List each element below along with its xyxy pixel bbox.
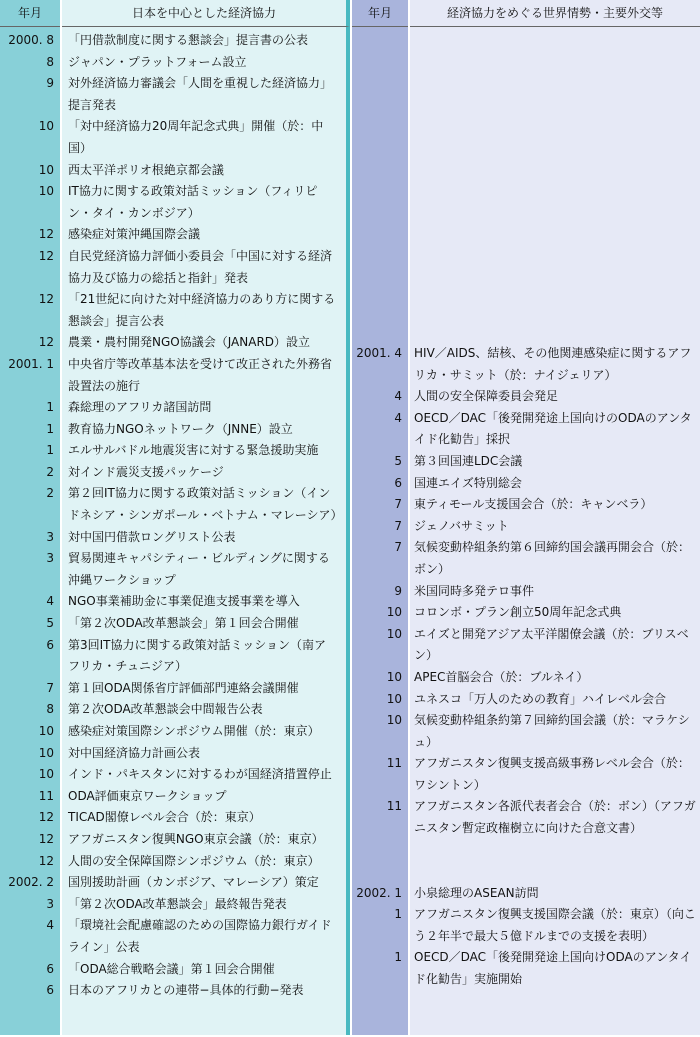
table-row xyxy=(352,473,700,495)
table-row xyxy=(0,440,350,462)
row-event-text: アフガニスタン復興支援国際会議（於：東京）（向こう２年半で最大５億ドルまでの支援を表明） xyxy=(414,907,696,943)
row-event-text: TICAD閣僚レベル会合（於：東京） xyxy=(68,810,261,825)
table-row xyxy=(0,397,350,419)
row-event-text: 森総理のアフリカ諸国訪問 xyxy=(68,400,212,415)
row-year-month: 2000. 8 xyxy=(8,33,54,47)
row-year-month: 6 xyxy=(46,983,54,998)
row-event-text: 対中国円借款ロングリスト公表 xyxy=(68,529,236,544)
table-row xyxy=(0,116,350,159)
table-row xyxy=(0,613,350,635)
table-row xyxy=(352,796,700,839)
left-events-header: 日本を中心とした経済協力 xyxy=(62,0,350,27)
row-year-month: 11 xyxy=(38,788,54,803)
row-year-month: 7 xyxy=(46,680,54,695)
row-event-text: 感染症対策国際シンポジウム開催（於：東京） xyxy=(68,724,320,738)
row-year-month: 12 xyxy=(38,227,54,242)
row-year-month: 7 xyxy=(394,497,402,512)
row-year-month: 7 xyxy=(394,540,402,555)
table-row xyxy=(0,246,350,289)
row-event-text: アフガニスタン各派代表者会合（於：ボン）（アフガニスタン暫定政権樹立に向けた合意文書） xyxy=(414,799,696,836)
table-row xyxy=(0,289,350,332)
row-event-text: 米国同時多発テロ事件 xyxy=(414,583,535,598)
row-event-text: 「第２次ODA改革懇談会」第１回会合開催 xyxy=(68,616,299,631)
row-event-text: 第２次ODA改革懇談会中間報告公表 xyxy=(68,702,263,717)
left-events-list xyxy=(0,30,350,1002)
table-row xyxy=(352,947,700,990)
row-year-month: 10 xyxy=(386,605,402,620)
row-event-text: 日本のアフリカとの連帯−具体的行動−発表 xyxy=(68,983,304,998)
row-event-text: 「ODA総合戦略会議」第１回会合開催 xyxy=(68,961,275,976)
row-year-month: 12 xyxy=(38,248,54,263)
row-year-month: 2001. 4 xyxy=(356,346,402,360)
row-year-month: 10 xyxy=(38,162,54,177)
table-row xyxy=(352,710,700,753)
row-event-text: 第２回IT協力に関する政策対話ミッション（インドネシア・シンガポール・ベトナム・マレーシア） xyxy=(68,486,343,523)
row-event-text: 気候変動枠組条約第７回締約国会議（於：マラケシュ） xyxy=(414,713,690,749)
table-row xyxy=(0,332,350,354)
row-year-month: 5 xyxy=(46,616,54,631)
table-row xyxy=(352,386,700,408)
table-row xyxy=(0,224,350,246)
row-event-text: 東ティモール支援国会合（於：キャンベラ） xyxy=(414,497,653,512)
table-row xyxy=(352,602,700,624)
row-event-text: 「円借款制度に関する懇談会」提言書の公表 xyxy=(68,33,309,47)
table-row xyxy=(0,915,350,958)
row-year-month: 7 xyxy=(394,518,402,533)
table-row xyxy=(0,462,350,484)
row-year-month: 6 xyxy=(394,475,402,490)
row-event-text: OECD／DAC「後発開発途上国向けのODAのアンタイド化勧告」採択 xyxy=(414,410,692,447)
table-row xyxy=(0,591,350,613)
row-year-month: 12 xyxy=(38,335,54,350)
row-event-text: 「第２次ODA改革懇談会」最終報告発表 xyxy=(68,896,287,911)
row-event-text: 国別援助計画（カンボジア、マレーシア）策定 xyxy=(68,875,319,890)
row-event-text: インド・パキスタンに対するわが国経済措置停止 xyxy=(68,767,332,782)
row-year-month: 3 xyxy=(46,551,54,566)
row-event-text: 西太平洋ポリオ根絶京都会議 xyxy=(68,162,224,177)
row-year-month: 1 xyxy=(394,950,402,965)
row-year-month: 8 xyxy=(46,54,54,69)
row-year-month: 4 xyxy=(394,389,402,404)
row-event-text: HIV／AIDS、結核、その他関連感染症に関するアフリカ・サミット（於：ナイジェリア） xyxy=(414,346,692,382)
row-event-text: 第３回国連LDC会議 xyxy=(414,453,523,468)
row-year-month: 1 xyxy=(46,443,54,458)
row-year-month: 10 xyxy=(38,184,54,199)
row-event-text: ジェノバサミット xyxy=(414,518,509,533)
table-row xyxy=(352,537,700,580)
table-row xyxy=(352,494,700,516)
table-row xyxy=(0,30,350,52)
row-year-month: 4 xyxy=(394,410,402,425)
row-event-text: 感染症対策沖縄国際会議 xyxy=(68,227,201,242)
table-row xyxy=(0,354,350,397)
table-row xyxy=(0,160,350,182)
table-row xyxy=(352,451,700,473)
row-event-text: アフガニスタン復興支援高級事務レベル会合（於：ワシントン） xyxy=(414,756,690,792)
table-row xyxy=(0,807,350,829)
row-event-text: アフガニスタン復興NGO東京会議（於：東京） xyxy=(68,831,324,846)
table-row xyxy=(352,516,700,538)
table-row xyxy=(0,829,350,851)
row-event-text: IT協力に関する政策対話ミッション（フィリピン・タイ・カンボジア） xyxy=(68,184,318,220)
row-event-text: 自民党経済協力評価小委員会「中国に対する経済協力及び協力の総括と指針」発表 xyxy=(68,248,333,285)
row-event-text: 「環境社会配慮確認のための国際協力銀行ガイドライン」公表 xyxy=(68,918,332,954)
row-year-month: 10 xyxy=(38,767,54,782)
table-row xyxy=(0,635,350,678)
row-event-text: 中央省庁等改革基本法を受けて改正された外務省設置法の施行 xyxy=(68,356,333,393)
row-year-month: 9 xyxy=(46,76,54,91)
row-year-month: 11 xyxy=(386,756,402,771)
row-event-text: エイズと開発アジア太平洋閣僚会議（於：ブリスベン） xyxy=(414,626,689,663)
table-row xyxy=(0,52,350,74)
row-event-text: コロンボ・プラン創立50周年記念式典 xyxy=(414,605,622,620)
row-event-text: ジャパン・プラットフォーム設立 xyxy=(68,54,247,69)
row-event-text: ODA評価東京ワークショップ xyxy=(68,788,227,803)
row-event-text: エルサルバドル地震災害に対する緊急援助実施 xyxy=(68,443,319,458)
row-year-month: 2 xyxy=(46,486,54,501)
row-year-month: 3 xyxy=(46,529,54,544)
row-year-month: 1 xyxy=(394,907,402,922)
row-event-text: 「対中経済協力20周年記念式典」開催（於：中国） xyxy=(68,119,324,155)
row-year-month: 9 xyxy=(394,583,402,598)
row-event-text: 人間の安全保障国際シンポジウム（於：東京） xyxy=(68,853,320,868)
table-row xyxy=(0,851,350,873)
table-row xyxy=(0,959,350,981)
row-year-month: 8 xyxy=(46,702,54,717)
row-year-month: 10 xyxy=(38,119,54,134)
row-year-month: 10 xyxy=(386,669,402,684)
table-row xyxy=(0,872,350,894)
table-row xyxy=(0,527,350,549)
row-event-text: 国連エイズ特別総会 xyxy=(414,475,522,490)
row-event-text: 第１回ODA関係省庁評価部門連絡会議開催 xyxy=(68,680,299,695)
row-year-month: 10 xyxy=(38,724,54,738)
right-events-list xyxy=(352,30,700,991)
table-row xyxy=(0,721,350,743)
table-row xyxy=(0,743,350,765)
right-events-header: 経済協力をめぐる世界情勢・主要外交等 xyxy=(410,0,700,27)
table-row xyxy=(0,419,350,441)
row-year-month: 2 xyxy=(46,464,54,479)
row-year-month: 10 xyxy=(386,626,402,641)
row-event-text: 人間の安全保障委員会発足 xyxy=(414,389,559,404)
row-year-month: 6 xyxy=(46,961,54,976)
row-event-text: 対中国経済協力計画公表 xyxy=(68,745,201,760)
table-row xyxy=(352,904,700,947)
row-year-month: 12 xyxy=(38,853,54,868)
row-year-month: 11 xyxy=(386,799,402,814)
table-row xyxy=(352,667,700,689)
row-year-month: 10 xyxy=(386,713,402,728)
row-event-text: 「21世紀に向けた対中経済協力のあり方に関する懇談会」提言公表 xyxy=(68,292,336,328)
row-event-text: OECD／DAC「後発開発途上国向けODAのアンタイド化勧告」実施開始 xyxy=(414,950,692,987)
row-year-month: 5 xyxy=(394,453,402,468)
table-row xyxy=(0,786,350,808)
table-row xyxy=(0,678,350,700)
table-row xyxy=(352,883,700,905)
row-event-text: 貿易関連キャパシティー・ビルディングに関する沖縄ワークショップ xyxy=(68,551,330,587)
table-row xyxy=(352,343,700,386)
table-row xyxy=(0,894,350,916)
row-year-month: 4 xyxy=(46,594,54,609)
row-year-month: 1 xyxy=(46,400,54,415)
row-event-text: 農業・農村開発NGO協議会（JANARD）設立 xyxy=(68,335,311,350)
row-year-month: 6 xyxy=(46,637,54,652)
row-event-text: APEC首脳会合（於：ブルネイ） xyxy=(414,669,589,684)
table-row xyxy=(352,624,700,667)
table-row xyxy=(352,689,700,711)
row-year-month: 2002. 2 xyxy=(8,875,54,890)
row-event-text: 小泉総理のASEAN訪問 xyxy=(414,885,539,900)
row-year-month: 2001. 1 xyxy=(8,356,54,371)
table-row xyxy=(0,980,350,1002)
row-event-text: 対外経済協力審議会「人間を重視した経済協力」提言発表 xyxy=(68,76,333,112)
row-year-month: 12 xyxy=(38,810,54,825)
left-year-header: 年月 xyxy=(0,0,60,27)
row-year-month: 1 xyxy=(46,421,54,436)
table-row xyxy=(0,73,350,116)
row-year-month: 4 xyxy=(46,918,54,933)
row-event-text: 第3回IT協力に関する政策対話ミッション（南アフリカ・チュニジア） xyxy=(68,637,327,674)
table-row xyxy=(0,181,350,224)
row-event-text: 気候変動枠組条約第６回締約国会議再開会合（於：ボン） xyxy=(414,540,691,576)
row-year-month: 3 xyxy=(46,896,54,911)
table-row xyxy=(0,483,350,526)
row-year-month: 10 xyxy=(38,745,54,760)
row-event-text: ユネスコ「万人のための教育」ハイレベル会合 xyxy=(414,691,667,706)
row-year-month: 12 xyxy=(38,292,54,307)
table-row xyxy=(0,548,350,591)
row-year-month: 12 xyxy=(38,831,54,846)
table-row xyxy=(352,408,700,451)
table-row xyxy=(0,764,350,786)
right-year-header: 年月 xyxy=(352,0,408,27)
table-row xyxy=(352,581,700,603)
row-year-month: 2002. 1 xyxy=(356,885,402,900)
row-event-text: 教育協力NGOネットワーク（JNNE）設立 xyxy=(68,421,293,436)
row-year-month: 10 xyxy=(386,691,402,706)
table-row xyxy=(352,753,700,796)
row-event-text: NGO事業補助金に事業促進支援事業を導入 xyxy=(68,594,300,609)
table-row xyxy=(0,699,350,721)
row-event-text: 対インド震災支援パッケージ xyxy=(68,464,224,479)
